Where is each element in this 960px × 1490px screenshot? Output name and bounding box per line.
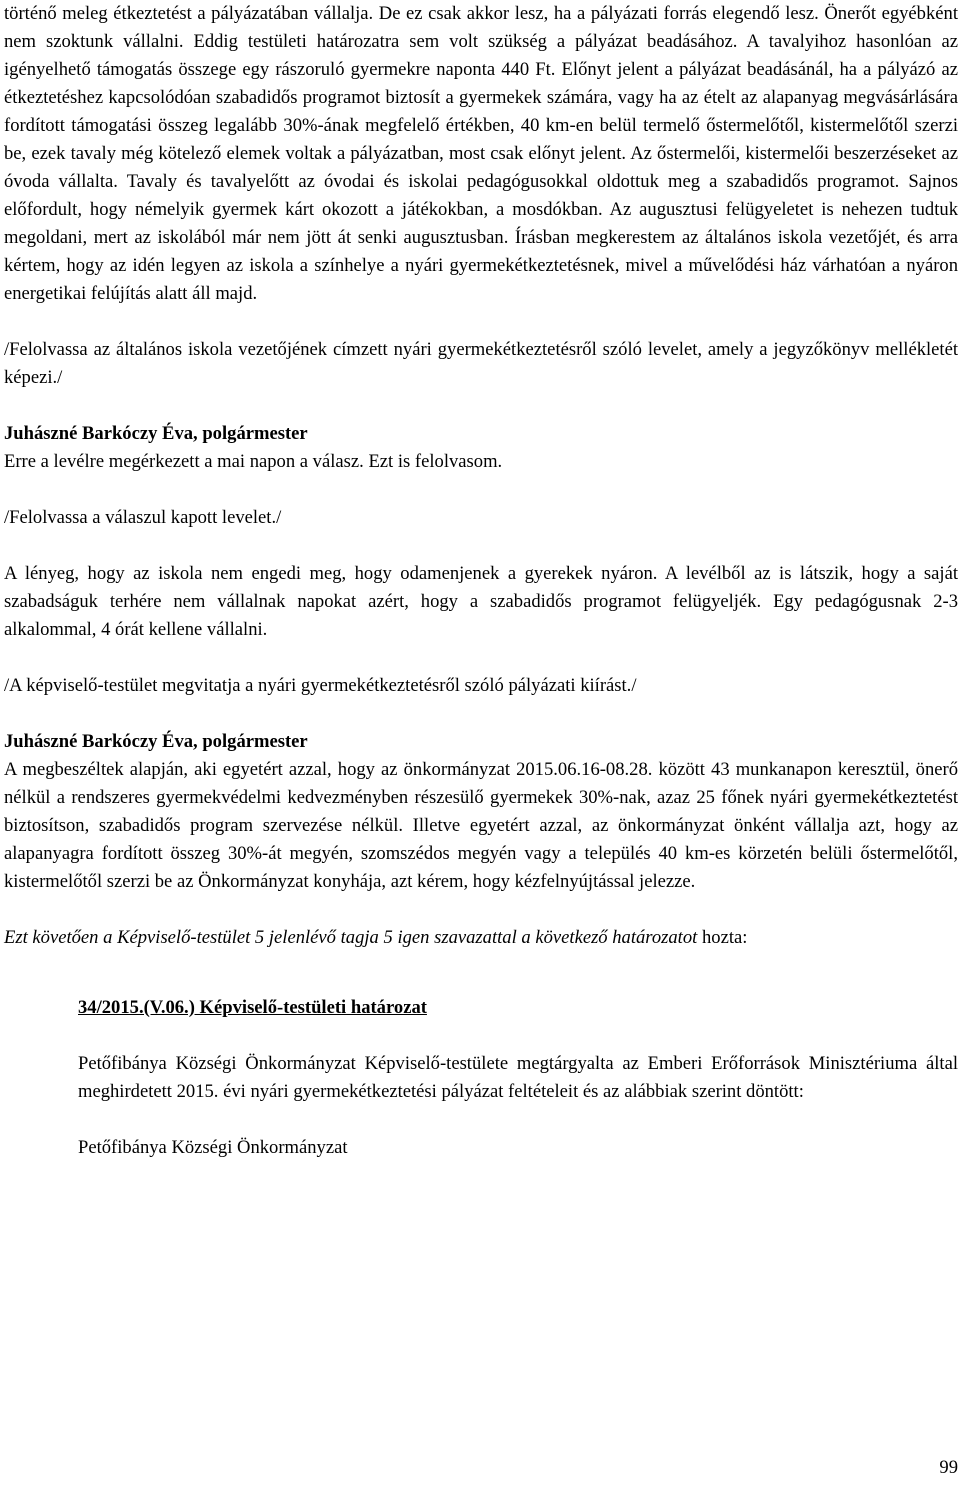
paragraph-spacer — [4, 476, 958, 504]
paragraph-spacer — [4, 980, 958, 994]
vote-statement-italic: Ezt követően a Képviselő-testület 5 jelenlévő tagja 5 igen szavazattal a következő határozatot — [4, 927, 698, 948]
vote-statement-end: hozta: — [701, 927, 748, 948]
speaker-name: Juhászné Barkóczy Éva, polgármester — [4, 731, 308, 752]
vote-statement — [4, 924, 958, 952]
paragraph-spacer — [4, 952, 958, 980]
stage-direction: /Felolvassa a válaszul kapott levelet./ — [4, 507, 282, 528]
body-paragraph: történő meleg étkeztetést a pályázatában vállalja. De ez csak akkor lesz, ha a pályázati forrás elegendő lesz. Önerőt egyébként nem szoktunk vállalni. Eddig testületi határozatra sem volt szükség a pályázat beadásához. A tavalyihoz hasonlóan az igényelhető támogatás összege egy rászoruló gyermekre naponta 440 Ft. Előnyt jelent a pályázat beadásánál, ha a pályázó az étkeztetéshez kapcsolódóan szabadidős programot biztosít a gyermekek számára, vagy ha az ételt az alapanyag megvásárlására fordított támogatási összeg legalább 30%-ának megfelelő értékben, 40 km-en belül termelő őstermelőtől, kistermelőtől szerzi be, ezek tavaly még kötelező elemek voltak a pályázatban, most csak előnyt jelent. Az őstermelői, kistermelői beszerzéseket az óvoda vállalta. Tavaly és tavalyelőtt az óvodai és iskolai pedagógusokkal oldottuk meg a szabadidős programot. Sajnos előfordult, hogy némelyik gyermek kárt okozott a játékokban, a mosdókban. Az augusztusi felügyeletet is nehezen tudtuk megoldani, mert az iskolából már nem jött át senki augusztusban. Írásban megkerestem az általános iskola vezetőjét, és arra kértem, hogy az idén legyen az iskola a színhelye a nyári gyermekétkeztetésnek, mivel a művelődési ház várhatóan a nyáron energetikai felújítás alatt áll majd. — [4, 3, 958, 304]
paragraph-spacer — [4, 1106, 958, 1134]
paragraph-spacer — [4, 700, 958, 728]
document-page — [4, 0, 958, 1162]
speaker-name: Juhászné Barkóczy Éva, polgármester — [4, 423, 308, 444]
resolution-text: Petőfibánya Községi Önkormányzat Képviselő-testülete megtárgyalta az Emberi Erőforrások Minisztériuma által meghirdetett 2015. évi nyári gyermekétkeztetési pályázat feltételeit és az alábbiak szerint döntött: — [78, 1053, 958, 1102]
body-paragraph: A megbeszéltek alapján, aki egyetért azzal, hogy az önkormányzat 2015.06.16-08.28. között 43 munkanapon keresztül, önerő nélkül a rendszeres gyermekvédelmi kedvezményben részesülő gyermekek 30%-nak, azaz 25 főnek nyári gyermekétkeztetést biztosítson, szabadidős program szervezése nélkül. Illetve egyetért azzal, az önkormányzat önként vállalja azt, hogy az alapanyagra fordított összeg 30%-át megyén, szomszédos megyén vagy a település 40 km-es körzetén belüli őstermelőtől, kistermelőtől szerzi be az Önkormányzat konyhája, azt kérem, hogy kézfelnyújtással jelezze. — [4, 759, 958, 892]
body-paragraph: Erre a levélre megérkezett a mai napon a válasz. Ezt is felolvasom. — [4, 451, 503, 472]
paragraph-spacer — [4, 532, 958, 560]
paragraph-spacer — [4, 392, 958, 420]
stage-direction: /Felolvassa az általános iskola vezetőjének címzett nyári gyermekétkeztetésről szóló levelet, amely a jegyzőkönyv mellékletét képezi./ — [4, 339, 958, 388]
resolution-title: 34/2015.(V.06.) Képviselő-testületi határozat — [78, 997, 427, 1018]
paragraph-spacer — [4, 308, 958, 336]
body-paragraph: A lényeg, hogy az iskola nem engedi meg, hogy odamenjenek a gyerekek nyáron. A levélből az is látszik, hogy a saját szabadságuk terhére nem vállalnak napokat azért, hogy a szabadidős programot felügyeljék. Egy pedagógusnak 2-3 alkalommal, 4 órát kellene vállalni. — [4, 563, 958, 640]
paragraph-spacer — [4, 896, 958, 924]
stage-direction: /A képviselő-testület megvitatja a nyári gyermekétkeztetésről szóló pályázati kiírást./ — [4, 675, 637, 696]
page-number: 99 — [939, 1457, 958, 1478]
paragraph-spacer — [4, 644, 958, 672]
paragraph-spacer — [4, 1022, 958, 1050]
resolution-text: Petőfibánya Községi Önkormányzat — [78, 1137, 348, 1158]
